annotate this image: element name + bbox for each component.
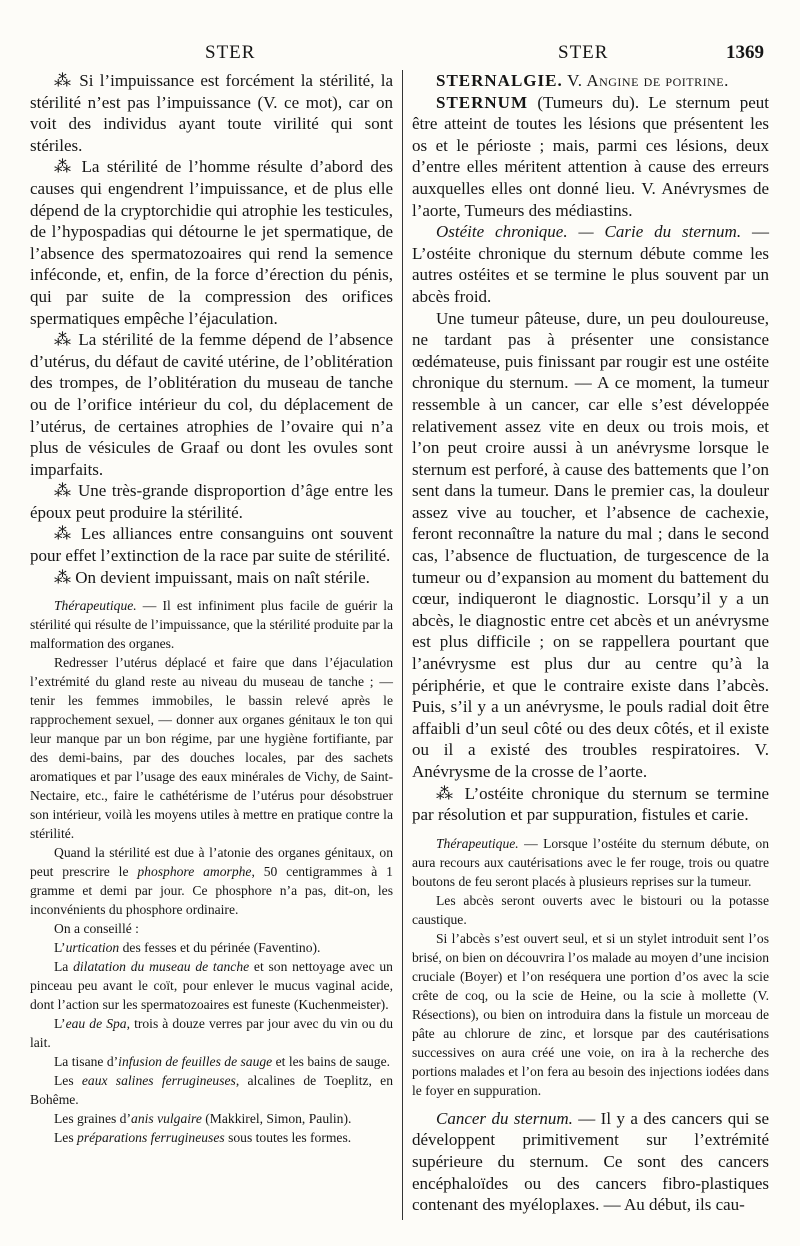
therapeutique-paragraph: Thérapeutique. — Il est infiniment plus facile de guérir la stérilité qui résulte de l’impuissance, que la stérilité produite par la malformation des organes.	[30, 598, 393, 652]
section-label: Thérapeutique.	[436, 835, 519, 851]
paragraph: Les abcès seront ouverts avec le bistouri ou la potasse caustique.	[412, 892, 769, 927]
right-column	[412, 70, 769, 1216]
section-label: Cancer du sternum.	[436, 1108, 573, 1128]
paragraph: Quand la stérilité est due à l’atonie des organes génitaux, on peut prescrire le phosphore amorphe, 50 centigrammes à 1 gramme et demi par jour. Ce phosphore n’a pas, dit-on, les inconvénients du phosphore ordinaire.	[30, 845, 393, 918]
paragraph: Cancer du sternum. — Il y a des cancers qui se développent primitivement sur l’extrémité supérieure du sternum. Ce sont des cancers encéphaloïdes ou des cancers fibro-plastiques contenant des myéloplaxes. — Au début, ils cau-	[412, 1108, 769, 1215]
paragraph: ⁂ Les alliances entre consanguins ont souvent pour effet l’extinction de la race par suite de stérilité.	[30, 524, 393, 566]
paragraph: L’urtication des fesses et du périnée (Faventino).	[54, 940, 321, 956]
entry-headword: STERNUM	[436, 92, 529, 112]
paragraph: On a conseillé :	[54, 921, 139, 937]
paragraph: La tisane d’infusion de feuilles de sauge et les bains de sauge.	[54, 1054, 390, 1070]
entry-sternalgie: STERNALGIE. V. Angine de poitrine.	[436, 71, 729, 90]
paragraph: Ostéite chronique. — Carie du sternum. — L’ostéite chronique du sternum débute comme les autres ostéites et se termine le plus souvent par un abcès froid.	[412, 222, 769, 306]
header-left-title: STER	[205, 42, 256, 63]
left-column	[30, 70, 393, 1147]
paragraph: Les graines d’anis vulgaire (Makkirel, Simon, Paulin).	[54, 1111, 352, 1127]
running-header	[0, 42, 800, 70]
section-label: Thérapeutique.	[54, 598, 137, 614]
paragraph: ⁂ La stérilité de la femme dépend de l’absence d’utérus, du défaut de cavité utérine, de l’oblitération des trompes, de l’oblitération du museau de tanche ou de l’orifice intérieur du col, du déplacement de l’utérus, de certaines atrophies de l’ovaire qui n’a plus de vésicules de Graaf ou dont les ovules sont imparfaits.	[30, 330, 393, 479]
paragraph: Si l’abcès s’est ouvert seul, et si un stylet introduit sent l’os brisé, on bien on découvrira l’os malade au moyen d’une incision cruciale (Boyer) et l’on reséquera une portion d’os avec la scie crête de coq, ou la scie de Heine, ou la scie à mollette (V. Résections), ou bien on introduira dans la fistule un morceau de pâte au chlorure de zinc, et lorsque par des cautérisations successives on aura créé une voie, on ira à la recherche des portions malades et l’on fera au besoin des injections iodées dans le foyer en suppuration.	[412, 930, 769, 1098]
section-label: Ostéite chronique. — Carie du sternum.	[436, 222, 742, 242]
paragraph: La dilatation du museau de tanche et son nettoyage avec un pinceau peu avant le coït, pour enlever le mucus vaginal acide, dont l’action sur les spermatozoaires est funeste (Kuchenmeister).	[30, 959, 393, 1013]
page-number: 1369	[726, 42, 764, 63]
paragraph: ⁂ Si l’impuissance est forcément la stérilité, la stérilité n’est pas l’impuissance (V. ce mot), car on voit des individus ayant toute virilité qui sont stériles.	[30, 71, 393, 155]
paragraph: Une tumeur pâteuse, dure, un peu douloureuse, ne tardant pas à présenter une consistance œdémateuse, puis finissant par rougir est une ostéite chronique du sternum. — A ce moment, la tumeur ressemble à un cancer, car elle s’est développée relativement assez vite en deux ou trois mois, et l’on peut croire aussi à un anévrysme lorsque le sternum est perforé, à cause des battements que l’on sent dans la tumeur. Dans le premier cas, la douleur assez vive au toucher, et l’absence de cachexie, feront reconnaître la nature du mal ; dans le second cas, l’absence de fluctuation, de turgescence de la tumeur ou d’expansion au moment du battement du cœur, indiqueront le diagnostic. Lorsqu’il y a un abcès, le diagnostic entre cet abcès et un anévrysme est plus difficile ; on se rappellera pourtant que l’anévrysme est plus dur au centre qu’à la périphérie, et que le contraire existe dans l’abcès. Puis, s’il y a un anévrysme, le pouls radial doit être affaibli d’un seul côté ou des deux côtés, et il existe ou il a existé des troubles respiratoires. V. Anévrysme de la crosse de l’aorte.	[412, 308, 769, 781]
paragraph: ⁂ L’ostéite chronique du sternum se termine par résolution et par suppuration, fistules et carie.	[412, 783, 769, 825]
paragraph: Redresser l’utérus déplacé et faire que dans l’éjaculation l’extrémité du gland reste au niveau du museau de tanche ; — tenir les femmes immobiles, le bassin relevé après le rapprochement sexuel, — donner aux organes génitaux le ton qui leur manque par un bon régime, par une hygiène fortifiante, par des demi-bains, par des douches locales, par des sachets aromatiques et par l’usage des eaux minérales de Vichy, de Saint-Nectaire, etc., faire le cathétérisme de l’utérus pour désobstruer son intérieur, voilà les moyens utiles à mettre en pratique contre la stérilité.	[30, 655, 393, 842]
paragraph: ⁂ La stérilité de l’homme résulte d’abord des causes qui engendrent l’impuissance, et de plus elle dépend de la cryptorchidie qui atrophie les testicules, de l’hypospadias qui détourne le jet spermatique, de l’absence des spermatozoaires qui rend la semence inféconde, et, enfin, de la force d’érection du pénis, qui par suite de la compression des orifices spermatiques empêche l’éjaculation.	[30, 157, 393, 328]
entry-headword: STERNALGIE.	[436, 71, 563, 90]
paragraph: ⁂ On devient impuissant, mais on naît stérile.	[54, 567, 370, 587]
paragraph: Les eaux salines ferrugineuses, alcalines de Toeplitz, en Bohême.	[30, 1073, 393, 1108]
paragraph: Les préparations ferrugineuses sous toutes les formes.	[54, 1130, 352, 1146]
therapeutique-paragraph: Thérapeutique. — Lorsque l’ostéite du sternum débute, on aura recours aux cautérisations avec le fer rouge, trois ou quatre boutons de feu seront placés à plusieurs reprises sur la tumeur.	[412, 835, 769, 889]
entry-sternum: STERNUM (Tumeurs du). Le sternum peut être atteint de toutes les lésions que présentent les os et le périoste ; mais, parmi ces lésions, deux d’entre elles méritent attention à cause des erreurs auxquelles elles ont donné lieu. V. Anévrysmes de l’aorte, Tumeurs des médiastins.	[412, 92, 769, 220]
paragraph: ⁂ Une très-grande disproportion d’âge entre les époux peut produire la stérilité.	[30, 481, 393, 522]
column-divider	[402, 70, 403, 1220]
header-right-title: STER	[558, 42, 609, 63]
paragraph: L’eau de Spa, trois à douze verres par jour avec du vin ou du lait.	[30, 1016, 393, 1051]
